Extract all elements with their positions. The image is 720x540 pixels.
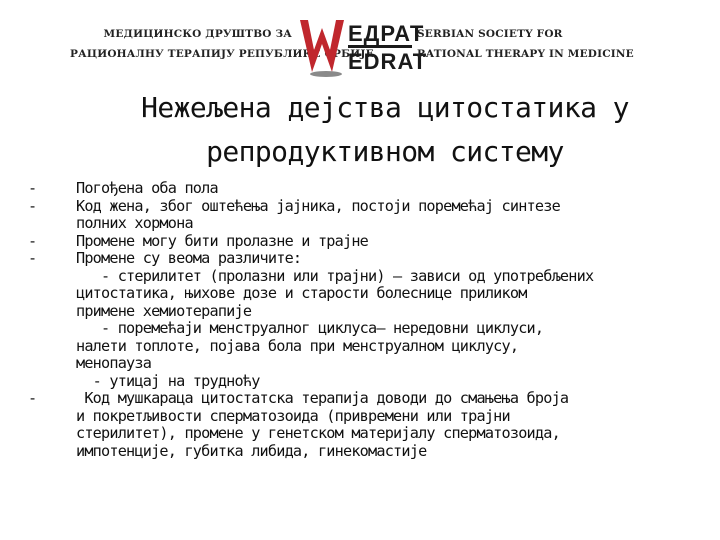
logo-emblem-red [300, 20, 344, 72]
slide-title-line1: Нежељена дејства цитостатика у [141, 91, 629, 124]
list-item-text: импотенције, губитка либида, гинекомастије [76, 441, 427, 460]
logo-text-bottom: EDRAT [348, 49, 428, 74]
sub-item-text: - поремећаји менструалног циклуса– нередовни циклуси, [76, 319, 544, 337]
header [0, 0, 720, 82]
sub-item-text: - утицај на трудноћу [76, 371, 260, 390]
logo-text-top: ЕДРАТ [348, 21, 425, 46]
org-name-serbian-line1: МЕДИЦИНСКО ДРУШТВО ЗА [103, 28, 292, 40]
list-item [28, 180, 708, 198]
sub-item-text: менопауза [76, 354, 152, 372]
list-item [28, 233, 708, 251]
sub-item-text: налети топлоте, појава бола при менструалном циклусу, [76, 336, 519, 355]
sub-item-text: цитостатика, њихове дозе и старости болеснице приликом [76, 284, 527, 302]
org-name-english-line2: RATIONAL THERAPY IN MEDICINE [417, 48, 634, 60]
list-item [28, 250, 708, 390]
list-item [28, 198, 708, 233]
edrat-logo [296, 14, 428, 78]
list-item [28, 390, 708, 460]
sub-item-text: - стерилитет (пролазни или трајни) – зависи од употребљених [76, 266, 594, 285]
list-item-text: стерилитет), промене у генетском материјалу сперматозоида, [76, 424, 560, 442]
list-item-text: Погођена оба пола [76, 179, 218, 197]
bullet-dash: - [28, 179, 37, 197]
org-name-english-line1: SERBIAN SOCIETY FOR [417, 28, 563, 40]
slide-title-line2: репродуктивном систему [206, 135, 564, 168]
list-item-text: и покретљивости сперматозоида (привремени или трајни [76, 406, 510, 425]
bullet-dash: - [28, 196, 37, 215]
list-item-text: полних хормона [76, 214, 193, 232]
list-item-text: Код мушкараца цитостатска терапија доводи до смањења броја [76, 389, 569, 407]
org-name-serbian [70, 24, 374, 64]
bullet-list [28, 180, 708, 460]
slide-title [60, 86, 710, 174]
org-name-english [417, 24, 647, 64]
bullet-dash: - [28, 231, 37, 250]
list-item-text: Код жена, због оштећења јајника, постоји поремећај синтезе [76, 196, 560, 215]
bullet-dash: - [28, 389, 37, 407]
list-item-text: Промене су веома различите: [76, 249, 302, 267]
sub-item-text: примене хемиотерапије [76, 301, 252, 320]
bullet-dash: - [28, 249, 37, 267]
list-item-text: Промене могу бити пролазне и трајне [76, 231, 369, 250]
org-name-serbian-line2: РАЦИОНАЛНУ ТЕРАПИЈУ РЕПУБЛИКЕ СРБИЈЕ [70, 48, 374, 60]
logo-base-ellipse [310, 71, 342, 77]
